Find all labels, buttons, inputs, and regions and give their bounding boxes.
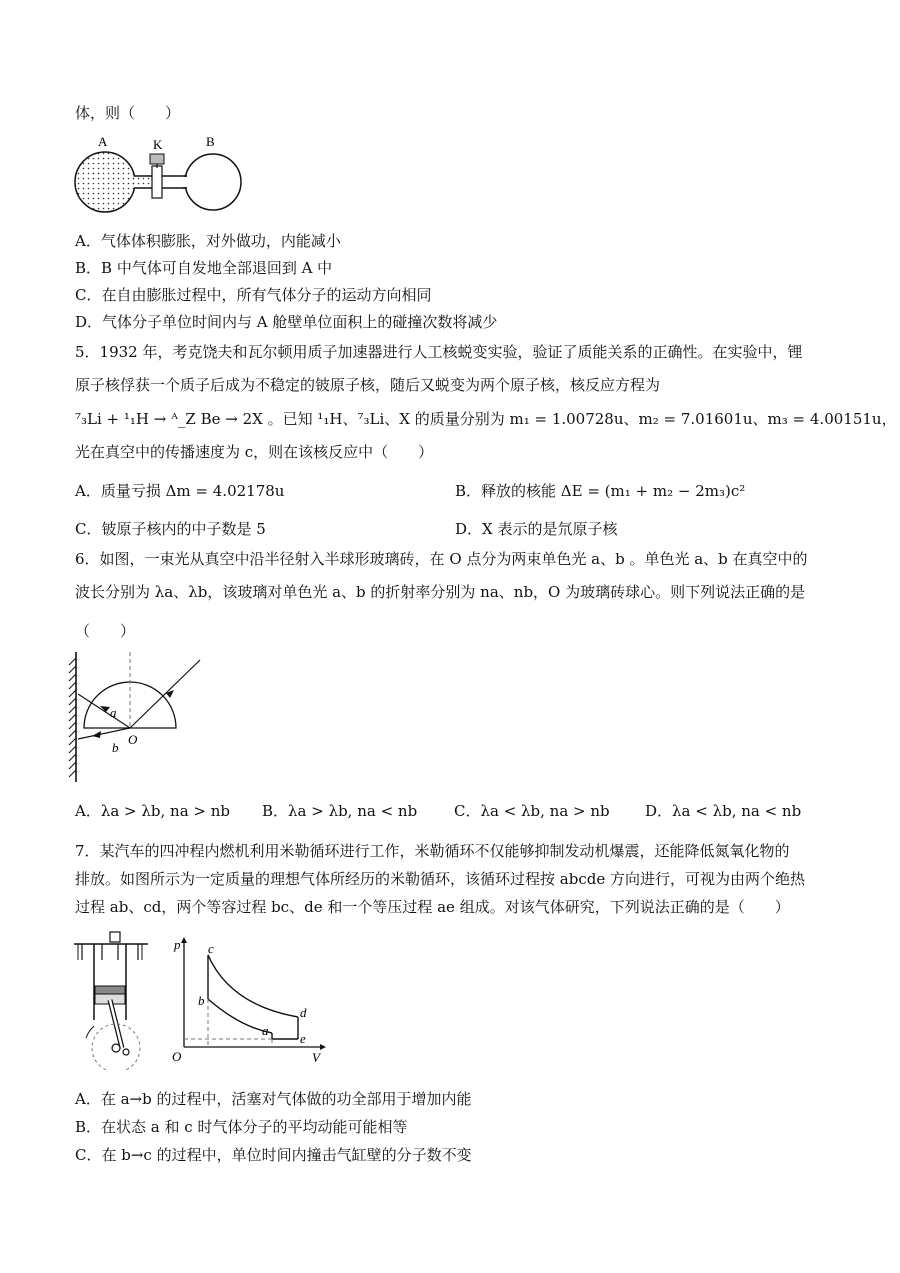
label-b-ray: b <box>112 740 119 755</box>
q5-option-d: D．X 表示的是氘原子核 <box>455 520 618 538</box>
q6-glass-figure <box>68 650 218 785</box>
q7-option-c: C．在 b→c 的过程中，单位时间内撞击气缸壁的分子数不变 <box>75 1146 472 1164</box>
q7-pv-diagram <box>170 935 330 1065</box>
state-label-a: a <box>262 1023 269 1038</box>
q7-option-a: A．在 a→b 的过程中，活塞对气体做的功全部用于增加内能 <box>75 1090 472 1108</box>
axis-label-v: V <box>312 1050 320 1065</box>
q5-line-4: 光在真空中的传播速度为 c，则在该核反应中（ ） <box>75 443 434 461</box>
q7-engine-figure <box>72 930 152 1070</box>
q7-option-b: B．在状态 a 和 c 时气体分子的平均动能可能相等 <box>75 1118 408 1136</box>
q4-option-d: D．气体分子单位时间内与 A 舱壁单位面积上的碰撞次数将减少 <box>75 313 498 331</box>
q6-option-b: B．λa > λb, na < nb <box>262 802 418 820</box>
q5-line-1: 5．1932 年，考克饶夫和瓦尔顿用质子加速器进行人工核蜕变实验，验证了质能关系的正确性。在实验中，锂 <box>75 343 803 361</box>
label-a-ray: a <box>110 705 117 720</box>
label-k-valve: K <box>153 137 163 152</box>
axis-label-p: p <box>174 937 181 952</box>
q7-line-1: 7．某汽车的四冲程内燃机利用米勒循环进行工作，米勒循环不仅能够抑制发动机爆震，还能降低氮氧化物的 <box>75 842 790 860</box>
origin-label: O <box>172 1049 182 1064</box>
q5-option-a: A．质量亏损 Δm = 4.02178u <box>75 482 285 500</box>
q7-line-3: 过程 ab、cd，两个等容过程 bc、de 和一个等压过程 ae 组成。对该气体研究，下列说法正确的是（ ） <box>75 898 790 916</box>
label-b-chamber: B <box>206 134 215 149</box>
label-a-chamber: A <box>98 134 108 149</box>
q4-stem-tail: 体，则（ ） <box>75 104 181 122</box>
q5-line-3: ⁷₃Li + ¹₁H → ᴬ_Z Be → 2X 。已知 ¹₁H、⁷₃Li、X 的质量分别为 m₁ = 1.00728u、m₂ = 7.01601u、m₃ = 4.00151u， <box>75 410 897 428</box>
q6-line-2: 波长分别为 λa、λb，该玻璃对单色光 a、b 的折射率分别为 na、nb，O 为玻璃砖球心。则下列说法正确的是 <box>75 583 806 601</box>
q6-line-3: （ ） <box>75 622 136 640</box>
q5-line-2: 原子核俘获一个质子后成为不稳定的铍原子核，随后又蜕变为两个原子核，核反应方程为 <box>75 376 661 394</box>
q6-line-1: 6．如图，一束光从真空中沿半径射入半球形玻璃砖，在 O 点分为两束单色光 a、b 。单色光 a、b 在真空中的 <box>75 550 808 568</box>
label-o-center: O <box>128 732 138 747</box>
q4-option-c: C．在自由膨胀过程中，所有气体分子的运动方向相同 <box>75 286 432 304</box>
q4-option-a: A．气体体积膨胀，对外做功，内能减小 <box>75 232 341 250</box>
state-label-b: b <box>198 993 205 1008</box>
q4-option-b: B．B 中气体可自发地全部退回到 A 中 <box>75 259 333 277</box>
q6-option-d: D．λa < λb, na < nb <box>645 802 802 820</box>
state-label-e: e <box>300 1031 306 1046</box>
q6-option-a: A．λa > λb, na > nb <box>75 802 231 820</box>
q5-option-b: B．释放的核能 ΔE = (m₁ + m₂ − 2m₃)c² <box>455 482 746 500</box>
q7-line-2: 排放。如图所示为一定质量的理想气体所经历的米勒循环，该循环过程按 abcde 方向进行，可视为由两个绝热 <box>75 870 805 888</box>
state-label-c: c <box>208 941 214 956</box>
q5-option-c: C．铍原子核内的中子数是 5 <box>75 520 266 538</box>
q4-container-figure <box>72 132 252 222</box>
q6-option-c: C．λa < λb, na > nb <box>454 802 610 820</box>
state-label-d: d <box>300 1005 307 1020</box>
